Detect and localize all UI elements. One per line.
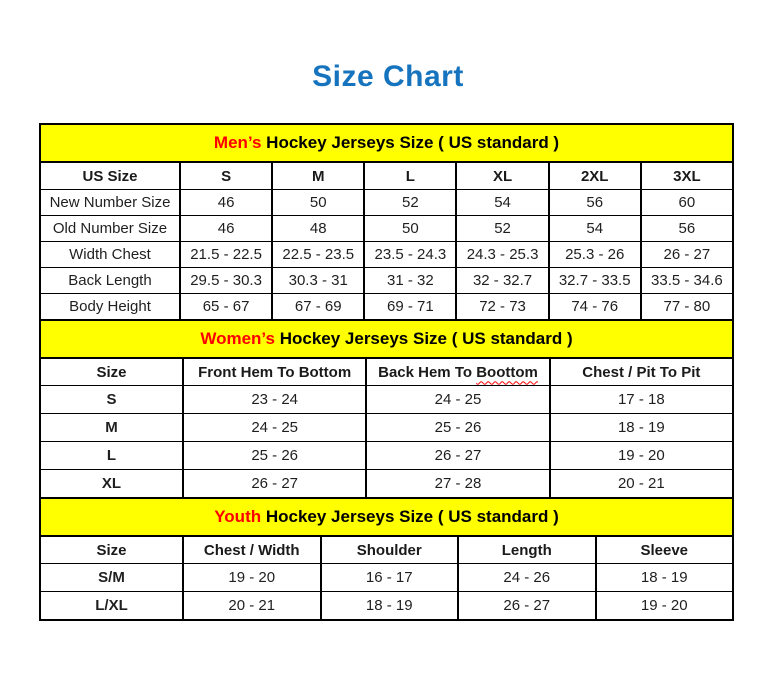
table-cell: 50 [364, 216, 456, 242]
row-label: XL [40, 470, 183, 499]
table-row-old-number-size [40, 216, 733, 242]
row-label: M [40, 414, 183, 442]
column-header-length: Length [458, 536, 596, 564]
table-cell: 26 - 27 [366, 442, 549, 470]
youth-section-title-rest: Hockey Jerseys Size ( US standard ) [261, 507, 559, 526]
column-header-shoulder: Shoulder [321, 536, 459, 564]
row-label: S [40, 386, 183, 414]
table-cell: 33.5 - 34.6 [641, 268, 733, 294]
table-cell: 48 [272, 216, 364, 242]
table-row-women-m [40, 414, 733, 442]
table-cell: 30.3 - 31 [272, 268, 364, 294]
table-row-youth-lxl [40, 592, 733, 621]
table-cell: 69 - 71 [364, 294, 456, 321]
table-cell: 46 [180, 216, 272, 242]
table-cell: 26 - 27 [641, 242, 733, 268]
youth-section-header [40, 498, 733, 536]
table-cell: 25 - 26 [183, 442, 366, 470]
table-cell: 24 - 25 [183, 414, 366, 442]
table-cell: 56 [549, 190, 641, 216]
column-header-2xl: 2XL [549, 162, 641, 190]
back-hem-prefix: Back Hem To [378, 363, 477, 381]
table-cell: 77 - 80 [641, 294, 733, 321]
mens-section-header [40, 124, 733, 162]
column-header-chest-width: Chest / Width [183, 536, 321, 564]
table-row-youth-sm [40, 564, 733, 592]
table-cell: 65 - 67 [180, 294, 272, 321]
table-cell: 26 - 27 [183, 470, 366, 499]
womens-section-title-rest: Hockey Jerseys Size ( US standard ) [274, 329, 573, 348]
table-cell: 32.7 - 33.5 [549, 268, 641, 294]
youth-section-highlight: Youth [214, 507, 262, 526]
table-cell: 54 [456, 190, 548, 216]
row-label: L [40, 442, 183, 470]
table-cell: 22.5 - 23.5 [272, 242, 364, 268]
table-row-women-s [40, 386, 733, 414]
mens-size-table [39, 123, 734, 321]
table-cell: 20 - 21 [183, 592, 321, 621]
mens-section-title-rest: Hockey Jerseys Size ( US standard ) [261, 133, 560, 152]
table-cell: 46 [180, 190, 272, 216]
table-cell: 27 - 28 [366, 470, 549, 499]
mens-section-header-row [40, 124, 733, 162]
table-cell: 17 - 18 [550, 386, 733, 414]
table-cell: 31 - 32 [364, 268, 456, 294]
row-label: L/XL [40, 592, 183, 621]
column-header-l: L [364, 162, 456, 190]
youth-column-header-row [40, 536, 733, 564]
column-header-chest-pit: Chest / Pit To Pit [550, 358, 733, 386]
column-header-size: Size [40, 358, 183, 386]
table-cell: 54 [549, 216, 641, 242]
womens-column-header-row [40, 358, 733, 386]
table-cell: 18 - 19 [321, 592, 459, 621]
column-header-size: Size [40, 536, 183, 564]
womens-size-table [39, 319, 734, 499]
table-cell: 24 - 26 [458, 564, 596, 592]
table-cell: 16 - 17 [321, 564, 459, 592]
column-header-s: S [180, 162, 272, 190]
table-cell: 19 - 20 [596, 592, 734, 621]
table-cell: 25.3 - 26 [549, 242, 641, 268]
womens-section-highlight: Women’s [200, 329, 275, 348]
column-header-sleeve: Sleeve [596, 536, 734, 564]
table-row-women-xl [40, 470, 733, 499]
table-cell: 18 - 19 [550, 414, 733, 442]
table-cell: 21.5 - 22.5 [180, 242, 272, 268]
table-row-body-height [40, 294, 733, 321]
table-cell: 74 - 76 [549, 294, 641, 321]
table-cell: 19 - 20 [550, 442, 733, 470]
table-cell: 29.5 - 30.3 [180, 268, 272, 294]
row-label: Width Chest [40, 242, 180, 268]
table-row-back-length [40, 268, 733, 294]
table-cell: 52 [456, 216, 548, 242]
column-header-back-hem [366, 358, 549, 386]
womens-section-header-row [40, 320, 733, 358]
table-cell: 25 - 26 [366, 414, 549, 442]
table-row-width-chest [40, 242, 733, 268]
column-header-front-hem: Front Hem To Bottom [183, 358, 366, 386]
row-label: New Number Size [40, 190, 180, 216]
table-cell: 19 - 20 [183, 564, 321, 592]
row-label: Back Length [40, 268, 180, 294]
table-cell: 67 - 69 [272, 294, 364, 321]
table-cell: 32 - 32.7 [456, 268, 548, 294]
table-cell: 24 - 25 [366, 386, 549, 414]
table-cell: 60 [641, 190, 733, 216]
mens-column-header-row [40, 162, 733, 190]
mens-section-highlight: Men’s [213, 133, 262, 152]
table-cell: 26 - 27 [458, 592, 596, 621]
row-label: S/M [40, 564, 183, 592]
row-label: Body Height [40, 294, 180, 321]
page-title: Size Chart [312, 60, 464, 93]
table-cell: 50 [272, 190, 364, 216]
youth-section-header-row [40, 498, 733, 536]
column-header-3xl: 3XL [641, 162, 733, 190]
table-cell: 24.3 - 25.3 [456, 242, 548, 268]
table-row-new-number-size [40, 190, 733, 216]
table-cell: 18 - 19 [596, 564, 734, 592]
table-cell: 72 - 73 [456, 294, 548, 321]
table-row-women-l [40, 442, 733, 470]
row-label: Old Number Size [40, 216, 180, 242]
table-cell: 56 [641, 216, 733, 242]
back-hem-misspelled-word: Boottom [476, 363, 538, 381]
table-cell: 52 [364, 190, 456, 216]
column-header-xl: XL [456, 162, 548, 190]
size-chart-tables [39, 123, 734, 621]
table-cell: 20 - 21 [550, 470, 733, 499]
column-header-us-size: US Size [40, 162, 180, 190]
column-header-m: M [272, 162, 364, 190]
table-cell: 23 - 24 [183, 386, 366, 414]
table-cell: 23.5 - 24.3 [364, 242, 456, 268]
womens-section-header [40, 320, 733, 358]
youth-size-table [39, 497, 734, 621]
